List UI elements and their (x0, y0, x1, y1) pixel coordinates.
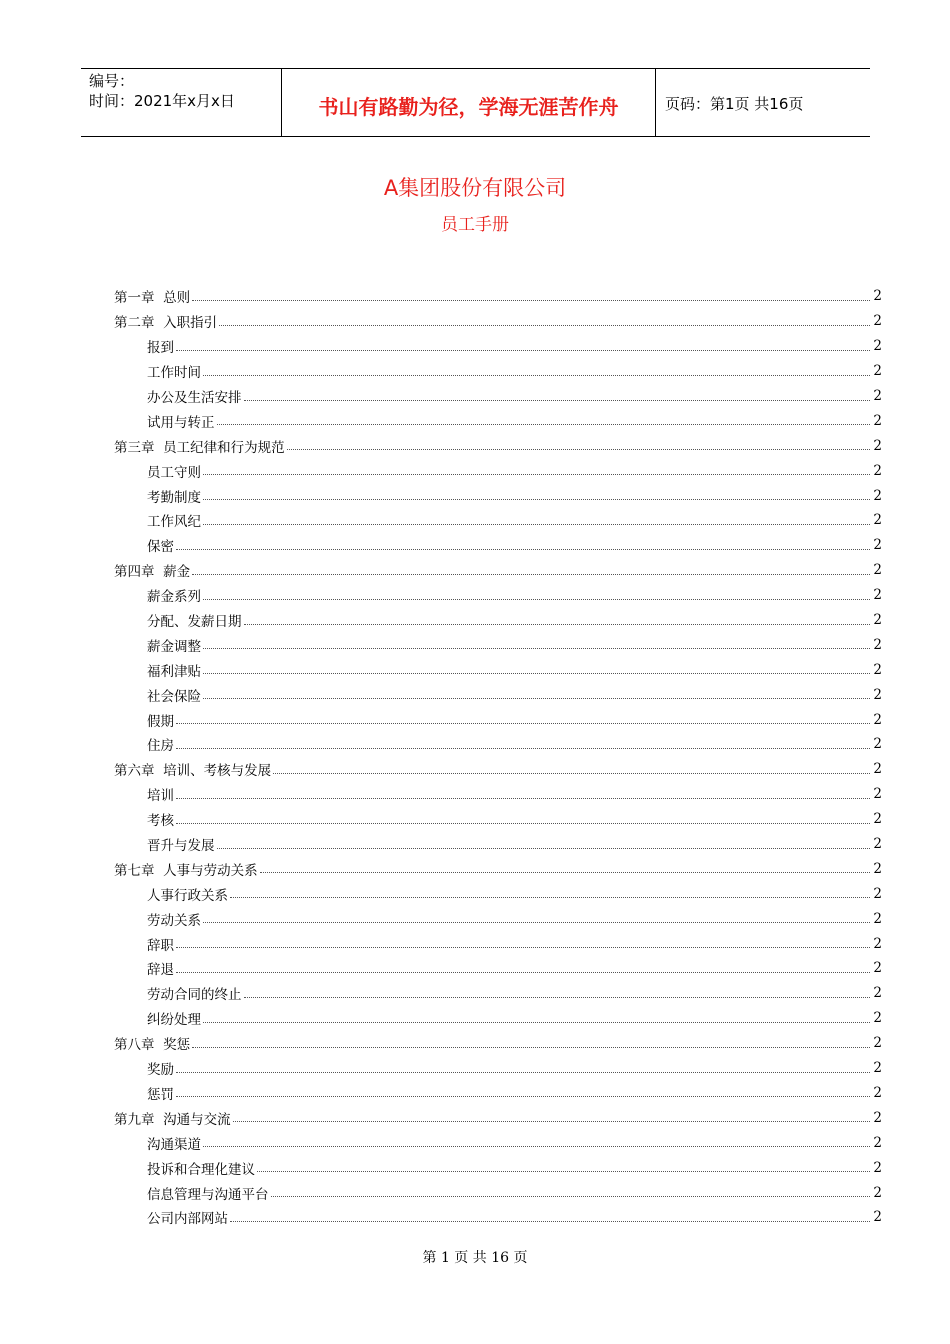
toc-page-number: 2 (873, 512, 882, 529)
toc-leader-dots (176, 798, 870, 799)
toc-leader-dots (203, 524, 870, 525)
toc-page-number: 2 (873, 1109, 882, 1126)
toc-entry-label: 劳动合同的终止 (147, 987, 242, 1004)
toc-leader-dots (176, 350, 870, 351)
toc-chapter-entry[interactable] (114, 309, 882, 334)
toc-page-number: 2 (873, 686, 882, 703)
toc-leader-dots (203, 474, 870, 475)
toc-leader-dots (273, 773, 870, 774)
toc-leader-dots (217, 848, 871, 849)
toc-leader-dots (244, 624, 871, 625)
toc-section-entry[interactable] (114, 508, 882, 533)
table-of-contents (114, 284, 882, 1230)
toc-leader-dots (230, 897, 870, 898)
toc-entry-label: 第一章 总则 (114, 290, 191, 307)
toc-entry-label: 辞退 (147, 962, 174, 979)
toc-entry-label: 晋升与发展 (147, 838, 215, 855)
toc-page-number: 2 (873, 1035, 882, 1052)
toc-chapter-entry[interactable] (114, 1031, 882, 1056)
toc-entry-label: 福利津贴 (147, 663, 201, 680)
toc-entry-label: 保密 (147, 539, 174, 556)
toc-leader-dots (203, 648, 870, 649)
toc-section-entry[interactable] (114, 732, 882, 757)
toc-entry-label: 试用与转正 (147, 414, 215, 431)
toc-section-entry[interactable] (114, 583, 882, 608)
toc-page-number: 2 (873, 960, 882, 977)
toc-page-number: 2 (873, 388, 882, 404)
toc-page-number: 2 (873, 1159, 882, 1176)
toc-leader-dots (192, 1047, 870, 1048)
toc-chapter-entry[interactable] (114, 433, 882, 458)
page-indicator: 页码：第1页 共16页 (665, 95, 804, 113)
toc-section-entry[interactable] (114, 1155, 882, 1180)
toc-page-number: 2 (873, 885, 882, 902)
toc-leader-dots (176, 723, 870, 724)
toc-leader-dots (219, 325, 870, 326)
toc-section-entry[interactable] (114, 981, 882, 1006)
header-page-cell (655, 69, 870, 136)
toc-section-entry[interactable] (114, 533, 882, 558)
toc-entry-label: 惩罚 (147, 1086, 174, 1103)
toc-entry-label: 辞职 (147, 937, 174, 954)
toc-page-number: 2 (873, 537, 882, 554)
toc-entry-label: 公司内部网站 (147, 1211, 228, 1228)
toc-section-entry[interactable] (114, 1180, 882, 1205)
toc-chapter-entry[interactable] (114, 284, 882, 309)
toc-entry-label: 第八章 奖惩 (114, 1037, 191, 1054)
toc-section-entry[interactable] (114, 359, 882, 384)
toc-section-entry[interactable] (114, 632, 882, 657)
toc-section-entry[interactable] (114, 956, 882, 981)
toc-section-entry[interactable] (114, 483, 882, 508)
toc-leader-dots (192, 300, 870, 301)
toc-entry-label: 培训 (147, 788, 174, 805)
toc-entry-label: 人事行政关系 (147, 887, 228, 904)
toc-entry-label: 奖励 (147, 1062, 174, 1079)
toc-page-number: 2 (873, 860, 882, 877)
toc-page-number: 2 (873, 462, 882, 479)
header-meta (81, 69, 281, 136)
toc-page-number: 2 (873, 1060, 882, 1077)
toc-section-entry[interactable] (114, 832, 882, 857)
toc-page-number: 2 (873, 1084, 882, 1101)
toc-page-number: 2 (873, 288, 882, 305)
toc-entry-label: 分配、发薪日期 (147, 614, 242, 631)
toc-leader-dots (287, 449, 870, 450)
document-title: A集团股份有限公司 (383, 176, 567, 200)
toc-page-number: 2 (873, 1010, 882, 1027)
toc-page-number: 2 (873, 1134, 882, 1151)
toc-leader-dots (217, 424, 871, 425)
toc-leader-dots (203, 1022, 870, 1023)
toc-entry-label: 第三章 员工纪律和行为规范 (114, 439, 285, 456)
toc-page-number: 2 (873, 711, 882, 728)
toc-entry-label: 员工守则 (147, 464, 201, 481)
motto: 书山有路勤为径，学海无涯苦作舟 (318, 95, 619, 119)
toc-leader-dots (233, 1121, 870, 1122)
toc-page-number: 2 (873, 612, 882, 629)
time-label: 时间：2021年x月x日 (89, 92, 235, 110)
toc-section-entry[interactable] (114, 657, 882, 682)
toc-entry-label: 薪金系列 (147, 589, 201, 606)
toc-leader-dots (271, 1196, 871, 1197)
toc-entry-label: 住房 (147, 738, 174, 755)
toc-entry-label: 工作风纪 (147, 514, 201, 531)
toc-page-number: 2 (873, 313, 882, 330)
toc-page-number: 2 (873, 910, 882, 927)
toc-leader-dots (203, 599, 870, 600)
toc-entry-label: 纠纷处理 (147, 1012, 201, 1029)
toc-entry-label: 沟通渠道 (147, 1136, 201, 1153)
toc-leader-dots (257, 1171, 870, 1172)
toc-leader-dots (230, 1221, 870, 1222)
toc-leader-dots (176, 549, 870, 550)
toc-page-number: 2 (873, 935, 882, 952)
toc-entry-label: 第九章 沟通与交流 (114, 1111, 231, 1128)
toc-section-entry[interactable] (114, 807, 882, 832)
toc-leader-dots (244, 997, 871, 998)
toc-leader-dots (176, 823, 870, 824)
toc-leader-dots (203, 698, 870, 699)
toc-entry-label: 社会保险 (147, 688, 201, 705)
toc-leader-dots (176, 972, 870, 973)
toc-page-number: 2 (873, 1184, 882, 1201)
toc-leader-dots (176, 1072, 870, 1073)
toc-section-entry[interactable] (114, 608, 882, 633)
toc-entry-label: 第六章 培训、考核与发展 (114, 763, 272, 780)
toc-entry-label: 第四章 薪金 (114, 564, 191, 581)
toc-section-entry[interactable] (114, 1130, 882, 1155)
toc-page-number: 2 (873, 487, 882, 504)
toc-section-entry[interactable] (114, 408, 882, 433)
toc-page-number: 2 (873, 412, 882, 429)
toc-chapter-entry[interactable] (114, 757, 882, 782)
toc-page-number: 2 (873, 338, 882, 355)
toc-section-entry[interactable] (114, 384, 882, 409)
number-label: 编号： (89, 72, 135, 90)
toc-entry-label: 薪金调整 (147, 638, 201, 655)
toc-section-entry[interactable] (114, 906, 882, 931)
toc-entry-label: 工作时间 (147, 365, 201, 382)
toc-section-entry[interactable] (114, 782, 882, 807)
toc-page-number: 2 (873, 736, 882, 753)
toc-leader-dots (176, 1096, 870, 1097)
toc-leader-dots (244, 400, 871, 401)
toc-section-entry[interactable] (114, 881, 882, 906)
toc-section-entry[interactable] (114, 458, 882, 483)
toc-section-entry[interactable] (114, 707, 882, 732)
toc-section-entry[interactable] (114, 1205, 882, 1230)
page-footer: 第 1 页 共 16 页 (422, 1250, 528, 1266)
toc-entry-label: 信息管理与沟通平台 (147, 1186, 269, 1203)
toc-entry-label: 第二章 入职指引 (114, 315, 218, 332)
toc-entry-label: 假期 (147, 713, 174, 730)
toc-leader-dots (176, 947, 870, 948)
toc-entry-label: 劳动关系 (147, 912, 201, 929)
toc-leader-dots (203, 375, 870, 376)
toc-page-number: 2 (873, 587, 882, 604)
toc-entry-label: 投诉和合理化建议 (147, 1161, 255, 1178)
toc-entry-label: 办公及生活安排 (147, 390, 242, 406)
toc-page-number: 2 (873, 363, 882, 380)
document-header (81, 68, 870, 137)
toc-chapter-entry[interactable] (114, 856, 882, 881)
toc-leader-dots (203, 499, 870, 500)
toc-entry-label: 第七章 人事与劳动关系 (114, 862, 258, 879)
toc-chapter-entry[interactable] (114, 558, 882, 583)
toc-page-number: 2 (873, 811, 882, 828)
toc-page-number: 2 (873, 786, 882, 803)
toc-page-number: 2 (873, 985, 882, 1002)
toc-section-entry[interactable] (114, 1006, 882, 1031)
toc-leader-dots (192, 574, 870, 575)
toc-leader-dots (203, 1146, 870, 1147)
toc-page-number: 2 (873, 761, 882, 778)
toc-page-number: 2 (873, 836, 882, 853)
toc-section-entry[interactable] (114, 1081, 882, 1106)
toc-chapter-entry[interactable] (114, 1105, 882, 1130)
toc-section-entry[interactable] (114, 931, 882, 956)
header-motto-cell (281, 69, 656, 136)
toc-leader-dots (203, 922, 870, 923)
toc-section-entry[interactable] (114, 682, 882, 707)
toc-page-number: 2 (873, 636, 882, 653)
toc-page-number: 2 (873, 1209, 882, 1226)
toc-page-number: 2 (873, 562, 882, 579)
document-subtitle: 员工手册 (441, 215, 509, 235)
toc-entry-label: 考核 (147, 813, 174, 830)
toc-section-entry[interactable] (114, 1056, 882, 1081)
toc-section-entry[interactable] (114, 334, 882, 359)
toc-page-number: 2 (873, 661, 882, 678)
toc-leader-dots (176, 748, 870, 749)
toc-entry-label: 考勤制度 (147, 489, 201, 506)
toc-leader-dots (260, 872, 870, 873)
toc-page-number: 2 (873, 437, 882, 454)
toc-entry-label: 报到 (147, 340, 174, 357)
toc-leader-dots (203, 673, 870, 674)
